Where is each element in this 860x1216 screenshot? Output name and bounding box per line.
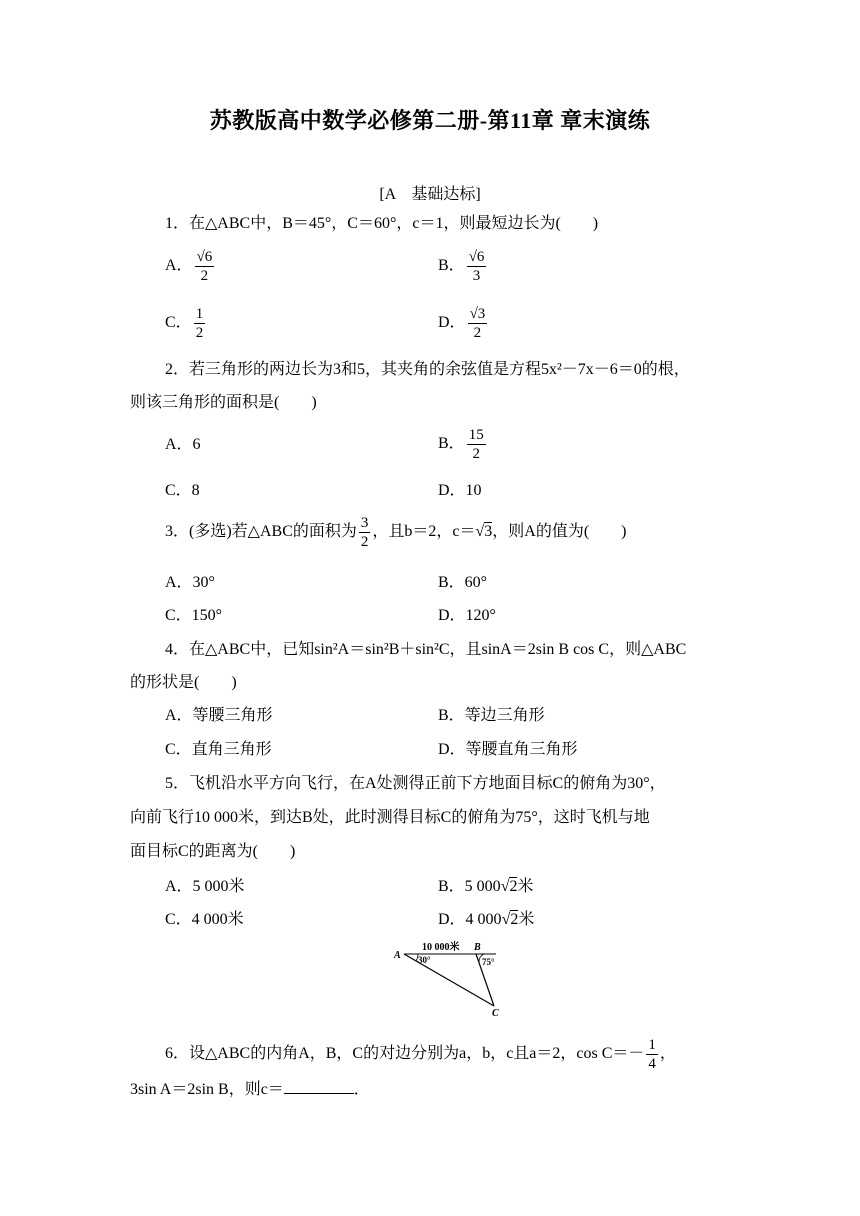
figure-point-a: A [394,950,401,961]
figure-point-c: C [492,1008,499,1018]
q1-option-d: D． $\frac{√3}{2}$ [438,306,486,341]
question-5-stem-line3: 面目标C的距离为( ) [130,843,296,860]
section-heading: [A 基础达标] [379,186,481,203]
q4-option-a: A．等腰三角形 [165,707,273,724]
question-5-stem-line1: 5．飞机沿水平方向飞行，在A处测得正前下方地面目标C的俯角为30°， [165,775,666,792]
q2-option-d: D．10 [438,482,482,499]
page-title: 苏教版高中数学必修第二册-第11章 章末演练 [209,108,651,133]
q1-option-b: B． $\frac{√6}{3}$ [438,249,485,284]
q4-option-c: C．直角三角形 [165,741,272,758]
question-1-stem: 1．在△ABC中，B＝45°，C＝60°，c＝1，则最短边长为( ) [165,215,599,232]
question-2-stem-line1: 2．若三角形的两边长为3和5，其夹角的余弦值是方程5x²－7x－6＝0的根， [165,361,690,378]
question-5-stem-line2: 向前飞行10 000米，到达B处，此时测得目标C的俯角为75°，这时飞机与地 [130,809,650,826]
q5-option-a: A．5 000米 [165,878,245,895]
q2-option-c: C．8 [165,482,200,499]
answer-blank[interactable] [284,1079,354,1094]
q2-option-a: A．6 [165,436,201,453]
question-2-stem-line2: 则该三角形的面积是( ) [130,394,317,411]
q1-option-c: C． $\frac{1}{2}$ [165,306,204,341]
figure-angle-a: 30° [418,955,431,965]
question-6-stem-line1: 6．设△ABC的内角A，B，C的对边分别为a，b，c且a＝2，cos C＝－ $\frac{1}{4}$ ， [165,1037,676,1072]
q2-option-b: B． $\frac{15}{2}$ [438,427,484,462]
figure-point-b: B [474,942,481,953]
q3-option-b: B．60° [438,574,488,591]
q5-option-d: D．4 000√2米 [438,911,535,928]
question-4-stem-line1: 4．在△ABC中，已知sin²A＝sin²B＋sin²C，且sinA＝2sin B cos C，则△ABC [165,641,687,658]
q5-triangle-figure [390,938,510,1018]
figure-angle-b: 75° [482,957,495,967]
question-4-stem-line2: 的形状是( ) [130,674,237,691]
q5-option-c: C．4 000米 [165,911,244,928]
q3-option-c: C．150° [165,607,223,624]
q5-option-b: B．5 000√2米 [438,878,534,895]
q3-option-d: D．120° [438,607,496,624]
figure-distance-label: 10 000米 [422,942,460,953]
question-3-stem: 3．(多选)若△ABC的面积为 $\frac{3}{2}$ ，且b＝2，c＝√3，则A的值为( ) [165,515,627,550]
q1-option-a: A． $\frac{√6}{2}$ [165,249,213,284]
q3-option-a: A．30° [165,574,215,591]
q4-option-b: B．等边三角形 [438,707,545,724]
q4-option-d: D．等腰直角三角形 [438,741,578,758]
question-6-stem-line2: 3sin A＝2sin B，则c＝ ． [130,1081,370,1098]
